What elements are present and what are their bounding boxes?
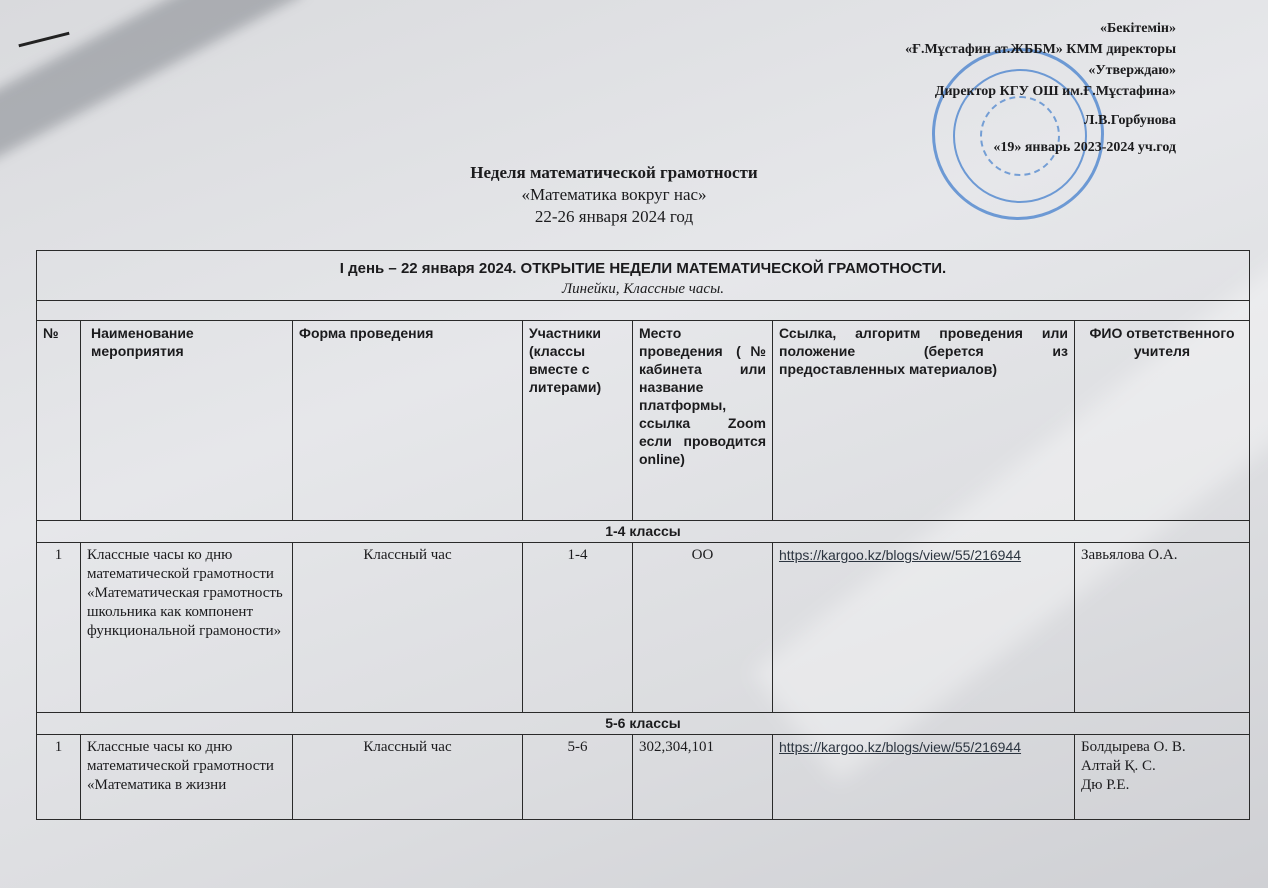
row-event: Классные часы ко дню математической грамотности «Математика в жизни — [81, 735, 293, 819]
approval-line: «Утверждаю» — [1088, 63, 1176, 78]
material-link[interactable]: https://kargoo.kz/blogs/view/55/216944 — [779, 739, 1022, 755]
teacher-name: Болдырева О. В. — [1081, 739, 1186, 755]
row-place: ОО — [633, 543, 773, 712]
title-line-2: «Математика вокруг нас» — [521, 185, 707, 204]
column-header-row — [37, 321, 1249, 521]
header-teacher: ФИО ответственного учителя — [1089, 325, 1235, 359]
day-title: I день – 22 января 2024. ОТКРЫТИЕ НЕДЕЛИ МАТЕМАТИЧЕСКОЙ ГРАМОТНОСТИ. — [339, 260, 947, 277]
title-line-1: Неделя математической грамотности — [470, 163, 758, 182]
row-participants: 1-4 — [523, 543, 633, 712]
row-teacher: Завьялова О.А. — [1081, 547, 1178, 563]
material-link[interactable]: https://kargoo.kz/blogs/view/55/216944 — [779, 547, 1022, 563]
approval-signatory: Л.В.Горбунова — [1084, 113, 1176, 128]
table-row — [37, 543, 1249, 713]
document-title — [340, 162, 888, 228]
group-row: 1-4 классы — [37, 521, 1249, 543]
row-form: Классный час — [293, 735, 523, 819]
row-form: Классный час — [293, 543, 523, 712]
teacher-name: Алтай Қ. С. — [1081, 758, 1156, 774]
teacher-name: Дю Р.Е. — [1081, 777, 1130, 793]
table-row — [37, 735, 1249, 819]
approval-line: «Ғ.Мұстафин ат.ЖББМ» КММ директоры — [905, 42, 1176, 57]
header-form: Форма проведения — [293, 321, 523, 520]
header-participants: Участники (классы вместе с литерами) — [523, 321, 633, 520]
approval-block — [905, 18, 1176, 158]
shadow-overlay — [0, 0, 304, 239]
approval-date: «19» январь 2023-2024 уч.год — [993, 140, 1176, 155]
header-event: Наименование мероприятия — [81, 321, 293, 520]
header-num: № — [37, 321, 81, 520]
schedule-table — [36, 250, 1250, 820]
header-link: Ссылка, алгоритм проведения или положение (берется из предоставленных материалов) — [773, 321, 1075, 520]
row-teacher — [1075, 735, 1249, 819]
day-header-row — [37, 251, 1249, 301]
row-participants: 5-6 — [523, 735, 633, 819]
spacer-row — [37, 301, 1249, 321]
approval-line: Директор КГУ ОШ им.Ғ.Мұстафина» — [934, 84, 1176, 99]
day-subtitle: Линейки, Классные часы. — [561, 281, 724, 297]
group-row: 5-6 классы — [37, 713, 1249, 735]
header-place: Место проведения (№ кабинета или название платформы, ссылка Zoom если проводится online) — [633, 321, 773, 520]
row-num: 1 — [37, 543, 81, 712]
title-line-3: 22-26 января 2024 год — [534, 207, 694, 226]
row-place: 302,304,101 — [633, 735, 773, 819]
row-link-cell — [773, 543, 1075, 712]
row-event: Классные часы ко дню математической грамотности «Математическая грамотность школьника как компонент функциональной грамоности» — [81, 543, 293, 712]
row-num: 1 — [37, 735, 81, 819]
pen-mark — [18, 32, 69, 47]
row-link-cell — [773, 735, 1075, 819]
approval-line: «Бекітемін» — [1099, 21, 1176, 36]
